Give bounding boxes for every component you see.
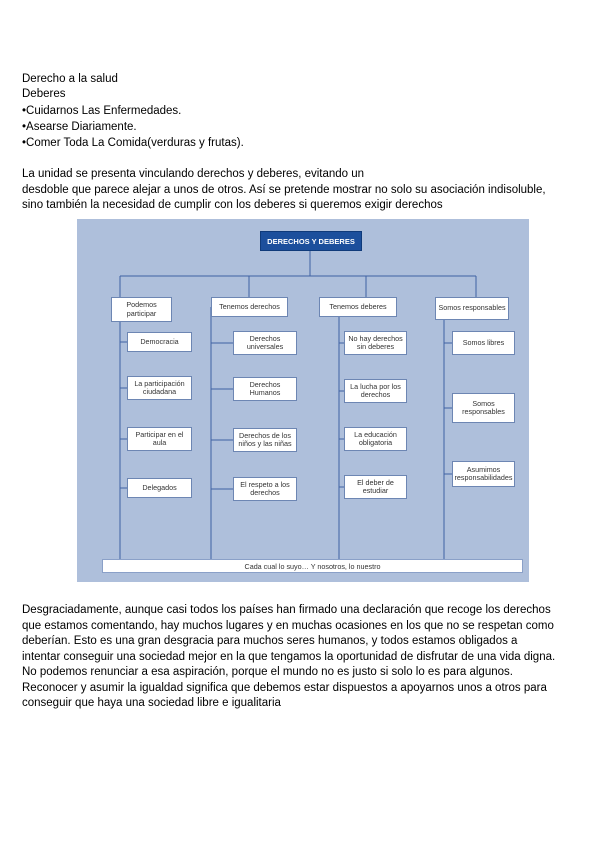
concept-node: La lucha por los derechos bbox=[344, 379, 407, 403]
concept-node: No hay derechos sin deberes bbox=[344, 331, 407, 355]
closing-line: conseguir que haya una sociedad libre e igualitaria bbox=[22, 697, 281, 709]
section-title: Derecho a la salud bbox=[22, 73, 118, 85]
closing-line: deberían. Esto es una gran desgracia para muchos seres humanos, y todos estamos obligados a bbox=[22, 635, 518, 647]
column-heading: Podemos participar bbox=[111, 297, 172, 322]
closing-line: que estamos comentando, hay muchos lugares y en muchas ocasiones en los que no se respetan como bbox=[22, 619, 554, 632]
bullet-item: •Asearse Diariamente. bbox=[22, 121, 137, 133]
intro-line: desdoble que parece alejar a unos de otros. Así se pretende mostrar no solo su asociación indisoluble, bbox=[22, 183, 546, 196]
root-node: DERECHOS Y DEBERES bbox=[260, 231, 362, 251]
intro-line: La unidad se presenta vinculando derechos y deberes, evitando un bbox=[22, 168, 365, 180]
concept-node: Somos responsables bbox=[452, 393, 515, 423]
bullet-item: •Comer Toda La Comida(verduras y frutas). bbox=[22, 137, 244, 149]
concept-node: La participación ciudadana bbox=[127, 376, 192, 400]
column-heading: Somos responsables bbox=[435, 297, 509, 320]
concept-node: La educación obligatoria bbox=[344, 427, 407, 451]
concept-node: Somos libres bbox=[452, 331, 515, 355]
concept-node: Delegados bbox=[127, 478, 192, 498]
concept-node: Participar en el aula bbox=[127, 427, 192, 451]
concept-node: Asumimos responsabilidades bbox=[452, 461, 515, 487]
intro-line: sino también la necesidad de cumplir con los deberes si queremos exigir derechos bbox=[22, 199, 443, 211]
column-heading: Tenemos derechos bbox=[211, 297, 288, 317]
diagram-footer: Cada cual lo suyo… Y nosotros, lo nuestro bbox=[102, 559, 523, 573]
closing-line: intentar conseguir una sociedad mejor en la que tengamos la oportunidad de disfrutar de una vida digna. bbox=[22, 650, 556, 663]
bullet-item: •Cuidarnos Las Enfermedades. bbox=[22, 105, 182, 117]
closing-line: No podemos renunciar a esa aspiración, porque el mundo no es justo si solo lo es para algunos. bbox=[22, 666, 513, 678]
concept-node: El respeto a los derechos bbox=[233, 477, 297, 501]
concept-node: El deber de estudiar bbox=[344, 475, 407, 499]
concept-node: Democracia bbox=[127, 332, 192, 352]
intro-paragraph bbox=[22, 167, 592, 214]
column-heading: Tenemos deberes bbox=[319, 297, 397, 317]
concept-node: Derechos universales bbox=[233, 331, 297, 355]
concept-node: Derechos de los niños y las niñas bbox=[233, 428, 297, 452]
closing-paragraph bbox=[22, 603, 592, 712]
closing-line: Desgraciadamente, aunque casi todos los países han firmado una declaración que recoge los derechos bbox=[22, 604, 551, 616]
concept-map bbox=[77, 219, 529, 582]
concept-node: Derechos Humanos bbox=[233, 377, 297, 401]
closing-line: Reconocer y asumir la igualdad significa que debemos estar dispuestos a apoyarnos unos a otros para bbox=[22, 681, 547, 694]
section-subtitle: Deberes bbox=[22, 88, 66, 100]
